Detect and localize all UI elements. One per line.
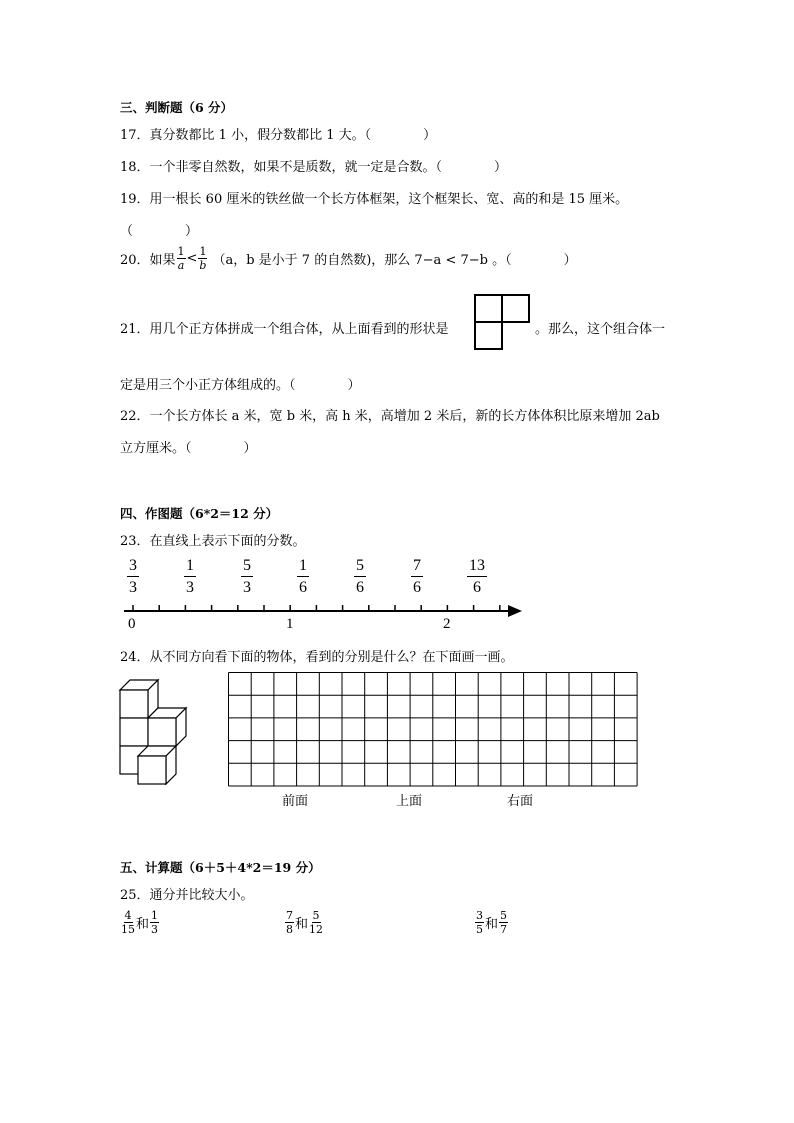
comp1-a-num: 4 — [124, 909, 132, 922]
fraction-numerator: 5 — [241, 558, 253, 577]
fraction-numerator: 7 — [411, 558, 423, 577]
drawing-grid[interactable] — [228, 672, 638, 788]
q20-less-than: < — [186, 251, 198, 266]
comparison-1 — [120, 910, 160, 935]
grid-label-front: 前面 — [282, 794, 309, 809]
question-22-line2: 立方厘米。（ ） — [120, 441, 257, 456]
comp2-a-den: 8 — [286, 923, 293, 936]
q20-frac1-den: a — [177, 259, 185, 272]
number-line-arrow — [508, 605, 522, 617]
fraction-numerator: 5 — [354, 558, 366, 577]
q20-frac2-num: 1 — [199, 245, 207, 258]
number-line-label-2: 2 — [443, 616, 451, 632]
comp2-a-num: 7 — [286, 909, 293, 922]
question-24: 24．从不同方向看下面的物体，看到的分别是什么？在下面画一画。 — [120, 650, 514, 665]
cube-stack-figure — [118, 678, 193, 788]
number-line-label-1: 1 — [286, 616, 294, 632]
fraction-denominator: 6 — [299, 579, 307, 596]
fraction-numerator: 13 — [467, 558, 487, 577]
question-23: 23．在直线上表示下面的分数。 — [120, 534, 306, 549]
comp3-b-den: 7 — [500, 923, 508, 936]
q20-prefix: 20．如果 — [120, 253, 176, 268]
number-line-label-0: 0 — [128, 616, 136, 632]
comp2-b-den: 12 — [309, 923, 324, 936]
fraction-denominator: 6 — [356, 579, 364, 596]
fraction-numerator: 3 — [127, 558, 139, 577]
comp1-word: 和 — [136, 917, 150, 932]
fraction-denominator: 3 — [186, 579, 194, 596]
section4-heading: 四、作图题（6*2＝12 分） — [120, 506, 279, 521]
question-25: 25．通分并比较大小。 — [120, 888, 254, 903]
section5-heading: 五、计算题（6＋5＋4*2＝19 分） — [120, 860, 321, 875]
fraction-denominator: 6 — [413, 579, 421, 596]
comp3-a-num: 3 — [476, 909, 483, 922]
q20-frac1-num: 1 — [177, 245, 185, 258]
comparison-2 — [284, 910, 324, 935]
comparison-3 — [474, 910, 509, 935]
q20-condition: （a，b 是小于 7 的自然数)，那么 7−a < 7−b 。（ ） — [212, 253, 577, 268]
comp3-b-num: 5 — [500, 909, 508, 922]
fraction-denominator: 6 — [473, 579, 481, 596]
comp1-b-num: 1 — [151, 909, 159, 922]
comp1-b-den: 3 — [151, 923, 159, 936]
section3-heading: 三、判断题（6 分） — [120, 100, 234, 115]
question-18: 18．一个非零自然数，如果不是质数，就一定是合数。（ ） — [120, 160, 508, 175]
question-22-line1: 22．一个长方体长 a 米，宽 b 米，高 h 米，高增加 2 米后，新的长方体体积比原来增加 2ab — [120, 409, 660, 424]
question-19-line1: 19．用一根长 60 厘米的铁丝做一个长方体框架，这个框架长、宽、高的和是 15 厘米。 — [120, 192, 629, 207]
comp3-a-den: 5 — [476, 923, 483, 936]
fraction-denominator: 3 — [243, 579, 251, 596]
comp1-a-den: 15 — [121, 923, 135, 936]
comp2-b-num: 5 — [312, 909, 320, 922]
q20-frac2-den: b — [199, 259, 207, 272]
question-21-line2: 定是用三个小正方体组成的。（ ） — [120, 378, 361, 393]
question-17: 17．真分数都比 1 小，假分数都比 1 大。（ ） — [120, 128, 437, 143]
grid-label-top: 上面 — [396, 794, 423, 809]
question-21-part2: 。那么，这个组合体一 — [535, 322, 666, 337]
fraction-numerator: 1 — [184, 558, 196, 577]
grid-label-right: 右面 — [507, 794, 534, 809]
fraction-denominator: 3 — [129, 579, 137, 596]
comp2-word: 和 — [295, 917, 309, 932]
fraction-numerator: 1 — [297, 558, 309, 577]
question-21-part1: 21．用几个正方体拼成一个组合体，从上面看到的形状是 — [120, 322, 449, 337]
question-19-line2: （ ） — [120, 224, 199, 239]
comp3-word: 和 — [485, 917, 499, 932]
